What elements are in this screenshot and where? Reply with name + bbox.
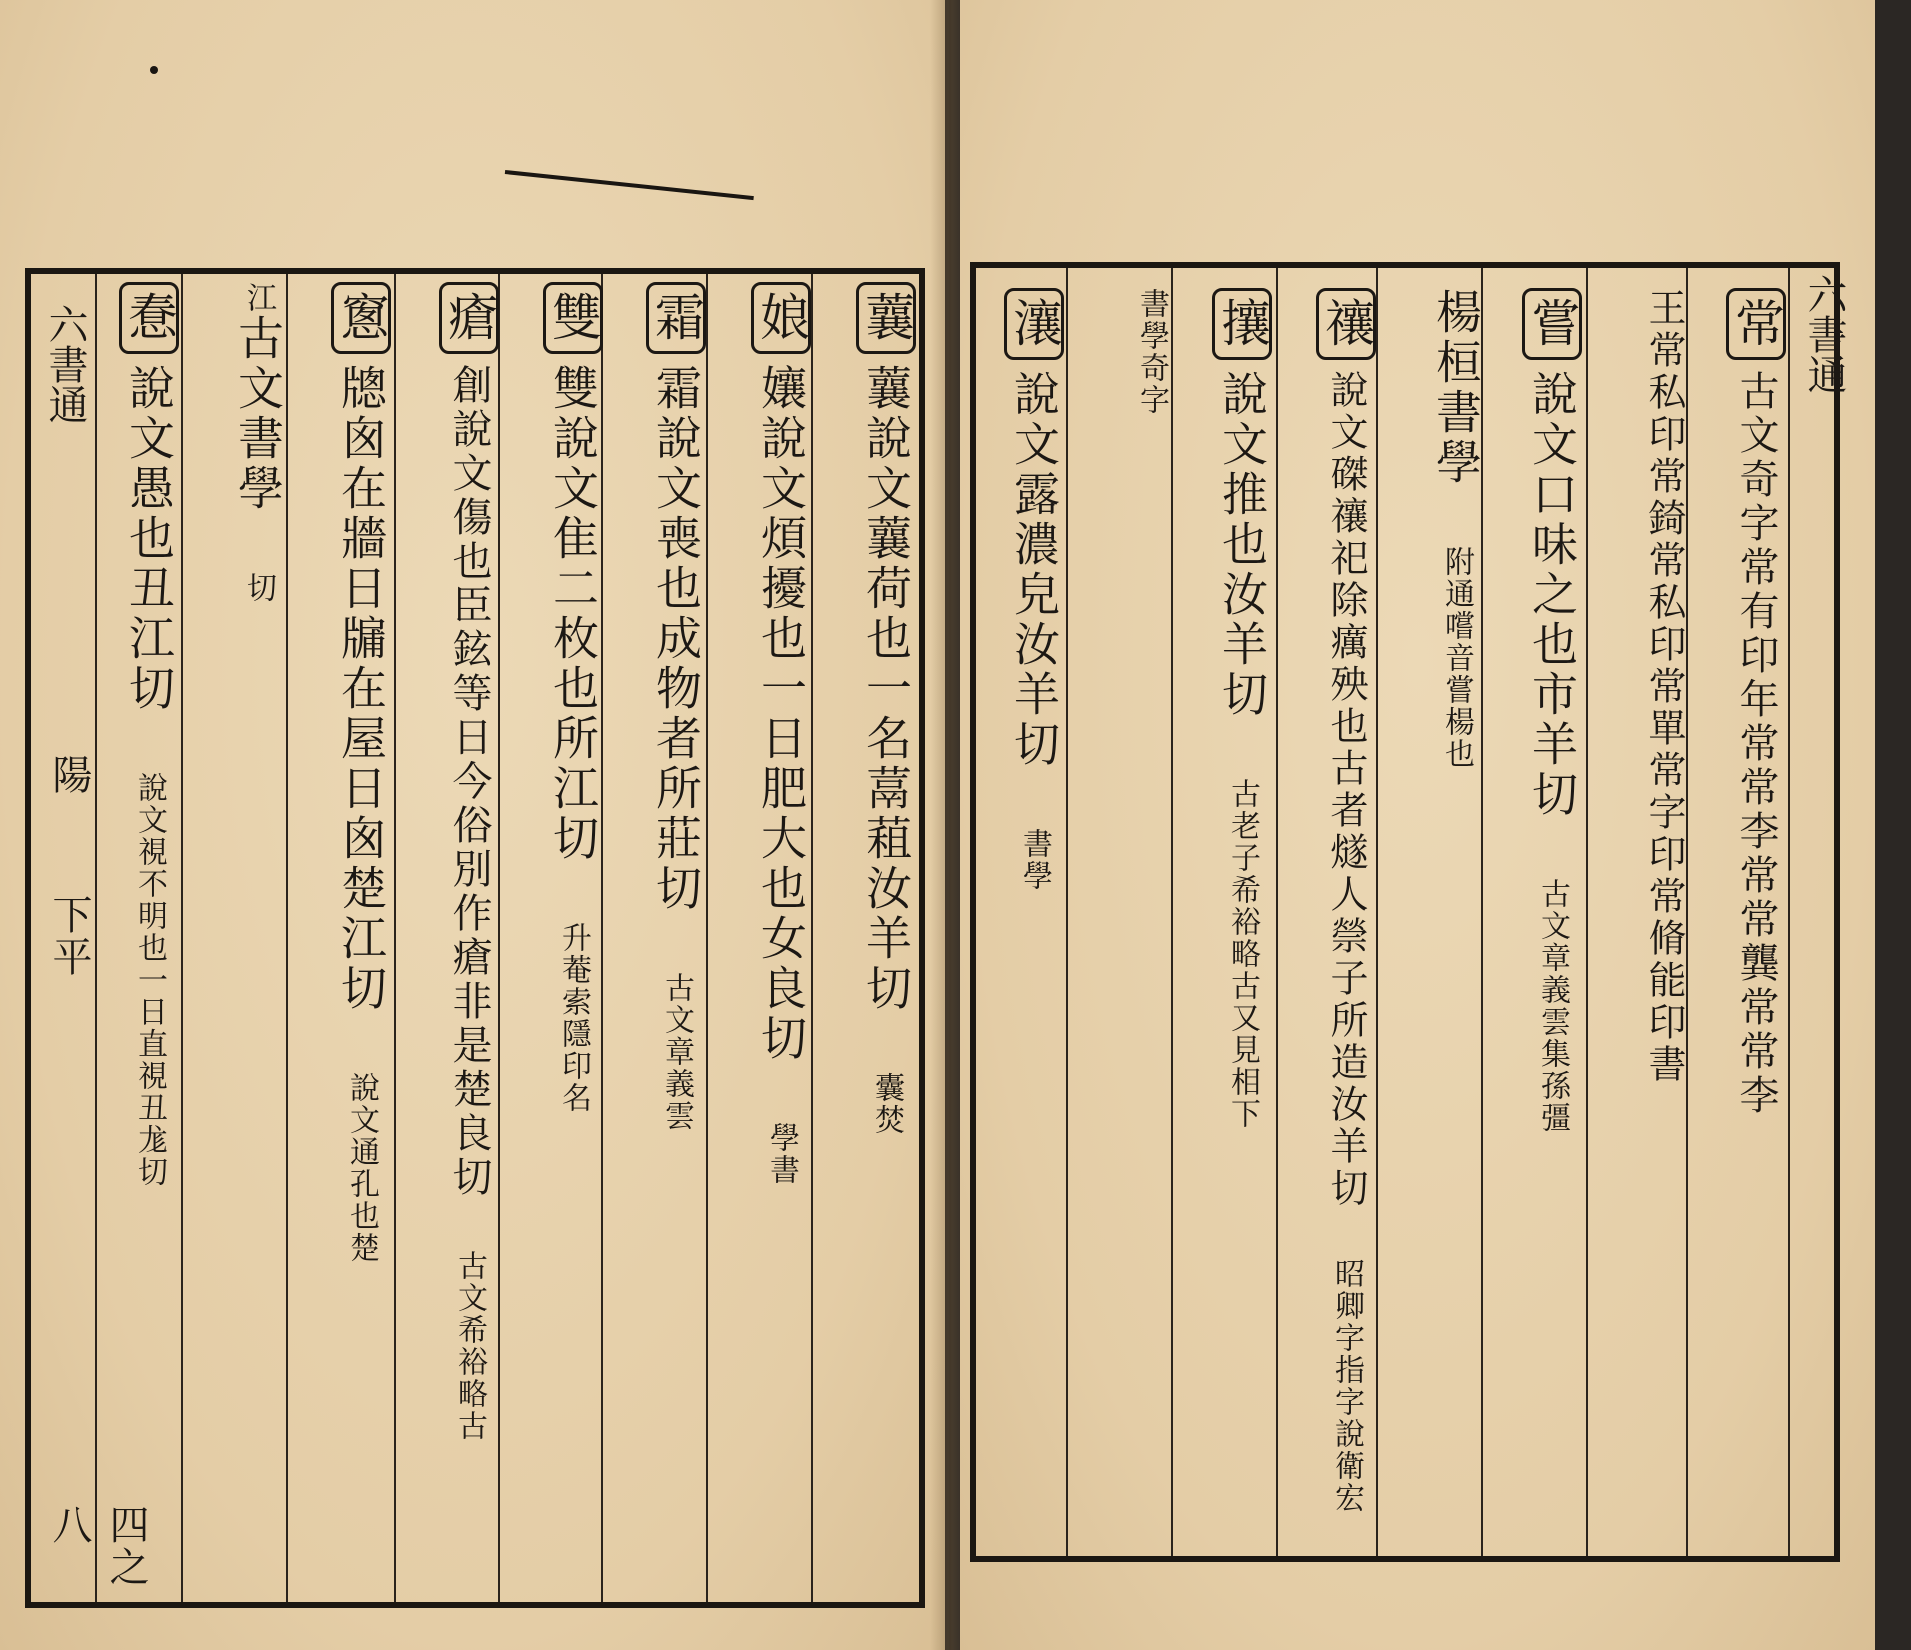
entry-column [1278,268,1376,1576]
entry-body: 蘘說文蘘荷也一名蒚蒩汝羊切 [859,364,913,1014]
entry-body: 說文露濃皃汝羊切 [1007,370,1061,770]
entry-body: 說文愚也丑江切 [122,364,176,714]
column-rule [394,274,396,1602]
entry-column [711,274,811,1610]
entry-column [996,268,1064,1576]
entry-note: 古文章義雲集孫彊 [1535,878,1570,1134]
column-rule [1376,268,1378,1556]
entry-column [1381,268,1483,1576]
column-rule [811,274,813,1602]
ink-stroke [505,170,754,200]
entry-column [503,274,603,1610]
entry-head-char: 蘘 [856,282,916,354]
column-rule [1171,268,1173,1556]
entry-column [1484,268,1582,1576]
entry-head-char: 雙 [543,282,603,354]
entry-head-char: 嘗 [1522,288,1582,360]
gutter-section: 陽 [46,754,92,796]
gutter-tone: 下平 [46,894,92,978]
entry-body: 創說文傷也臣鉉等日今俗別作瘡非是楚良切 [446,364,492,1200]
right-border-frame [970,262,1847,1562]
entry-column [99,274,179,1610]
entry-body: 霜說文喪也成物者所莊切 [649,364,703,914]
ink-dot [150,66,158,74]
entry-body: 書學奇字 [1134,288,1169,416]
column-rule [1066,268,1068,1556]
entry-note: 昭卿字指字說衛宏 [1329,1258,1364,1514]
entry-body: 古文書學 [231,314,285,514]
entry-column [1588,268,1686,1576]
column-rule [1686,268,1688,1556]
entry-note: 囊焚 [869,1072,904,1136]
entry-column [606,274,706,1610]
gutter-title: 六書通 [1801,274,1847,394]
entry-note: 切 [241,572,276,604]
column-rule [286,274,288,1602]
entry-body: 說文口味之也市羊切 [1525,370,1579,820]
entry-head-char: 攘 [1212,288,1272,360]
entry-column [399,274,499,1610]
gutter-page-number: 四之八 [46,1504,149,1588]
entry-note: 古老子希裕略古又見相下 [1225,778,1260,1130]
entry-column [291,274,391,1610]
left-border-frame [25,268,925,1608]
entry-note: 附通嚐音嘗楊也 [1439,546,1474,770]
gutter-title: 六書通 [42,304,88,424]
entry-body: 楊桓書學 [1429,288,1483,488]
left-page [0,0,945,1650]
entry-head-char: 禳 [1316,288,1376,360]
entry-head-char: 瀼 [1004,288,1064,360]
entry-column [1091,268,1169,1576]
entry-column [1691,268,1786,1576]
entry-note: 學書 [764,1122,799,1186]
entry-note: 書學 [1017,828,1052,892]
entry-column [816,274,916,1610]
entry-note: 古文章義雲 [659,972,694,1132]
entry-body: 牕囪在牆日牖在屋日囪楚江切 [334,364,388,1014]
entry-column [186,274,285,1610]
entry-head-char: 惷 [119,282,179,354]
entry-body: 說文推也汝羊切 [1215,370,1269,720]
column-rule [706,274,708,1602]
column-rule [181,274,183,1602]
entry-body: 孃說文煩擾也一日肥大也女良切 [754,364,808,1064]
entry-note: 說文視不明也一日直視丑尨切 [132,772,167,1188]
entry-note: 升菴索隱印名 [556,922,591,1114]
entry-head-char: 常 [1726,288,1786,360]
entry-head-char: 霜 [646,282,706,354]
entry-body: 王常私印常錡常私印常單常字印常脩能印書 [1642,288,1686,1086]
entry-head-char: 瘡 [439,282,499,354]
entry-body: 說文磔禳祀除癘殃也古者燧人禜子所造汝羊切 [1324,370,1368,1210]
entry-body: 雙說文隹二枚也所江切 [546,364,600,864]
entry-note: 江 [241,282,276,314]
column-rule [95,274,97,1602]
entry-head-char: 窻 [331,282,391,354]
entry-note: 古文希裕略古 [452,1250,487,1442]
entry-column [1174,268,1272,1576]
right-page [960,0,1875,1650]
column-rule [1788,268,1790,1556]
entry-note: 說文通孔也楚 [344,1072,379,1264]
entry-body: 古文奇字常有印年常常李常常龔常常李 [1733,370,1779,1118]
entry-head-char: 娘 [751,282,811,354]
